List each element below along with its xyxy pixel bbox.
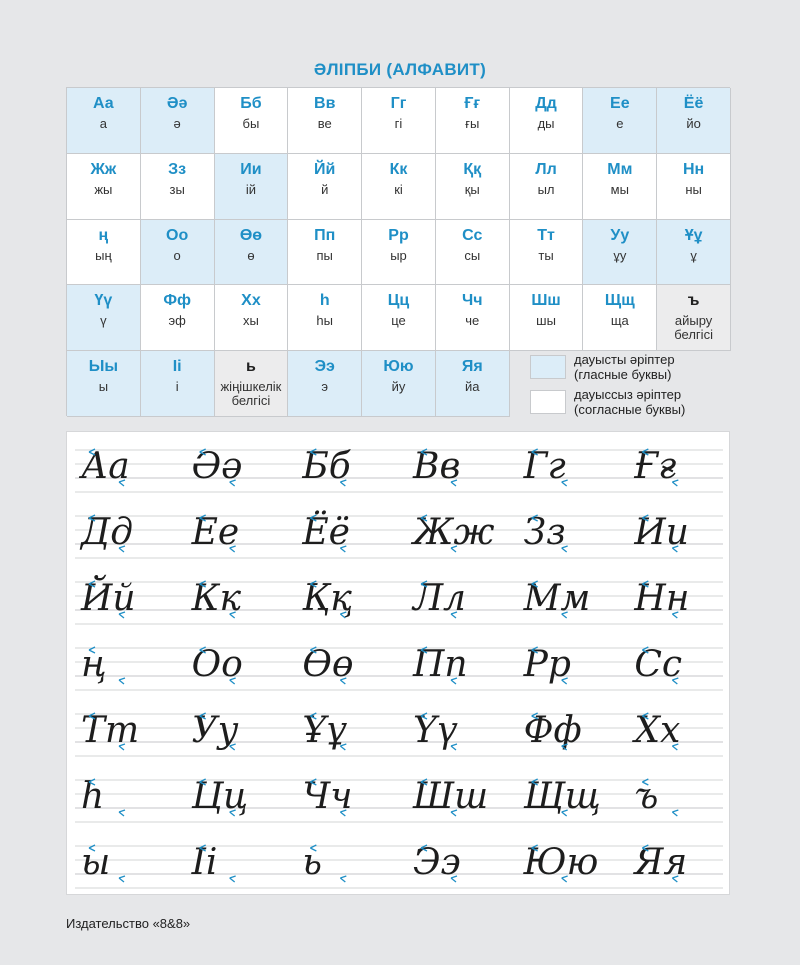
letter-glyph: Йй xyxy=(314,160,336,178)
alphabet-cell xyxy=(67,220,141,286)
letter-name: ғы xyxy=(465,116,480,131)
cursive-letter: Лл xyxy=(413,578,466,619)
letter-name: хы xyxy=(243,313,259,329)
cursive-letter: Юю xyxy=(523,842,599,883)
letter-glyph: Ққ xyxy=(463,160,482,178)
legend-vowels-label: дауысты әріптер (гласные буквы) xyxy=(574,352,675,382)
letter-glyph: Ее xyxy=(610,95,630,112)
letter-glyph: Кк xyxy=(389,160,408,178)
cursive-letter: Ұұ xyxy=(302,710,347,751)
alphabet-cell xyxy=(141,154,215,220)
letter-name: ыл xyxy=(537,181,555,197)
alphabet-cell xyxy=(141,88,215,154)
cursive-letter: Вв xyxy=(413,446,461,487)
alphabet-cell xyxy=(436,88,510,154)
letter-name: мы xyxy=(610,181,629,197)
legend-vowels xyxy=(530,352,724,382)
cursive-letter: Үү xyxy=(413,710,458,751)
cursive-letter: Йй xyxy=(81,578,136,619)
alphabet-cell xyxy=(67,285,141,351)
alphabet-cell xyxy=(141,351,215,417)
letter-name: йу xyxy=(391,379,406,395)
alphabet-cell xyxy=(67,351,141,417)
alphabet-cell xyxy=(583,285,657,351)
consonant-swatch xyxy=(530,390,566,414)
alphabet-cell xyxy=(362,220,436,286)
alphabet-cell xyxy=(215,220,289,286)
letter-name: о xyxy=(173,247,181,263)
handwriting-panel xyxy=(66,431,730,895)
alphabet-cell xyxy=(510,154,584,220)
cursive-letter: ь xyxy=(302,842,322,883)
letter-name: че xyxy=(465,313,480,329)
letter-glyph: Зз xyxy=(168,160,187,178)
letter-glyph: Юю xyxy=(383,358,414,376)
alphabet-cell xyxy=(288,154,362,220)
cursive-letter: Ее xyxy=(191,512,240,553)
cursive-letter: Кк xyxy=(191,578,242,619)
letter-glyph: ъ xyxy=(687,292,700,310)
cursive-letter: Ққ xyxy=(302,578,352,619)
alphabet-cell xyxy=(657,154,731,220)
alphabet-cell xyxy=(288,220,362,286)
publisher-label: Издательство «8&8» xyxy=(66,916,191,931)
alphabet-cell xyxy=(657,88,731,154)
cursive-letter: ы xyxy=(81,842,111,883)
legend xyxy=(530,352,724,422)
letter-name: ій xyxy=(245,181,256,197)
letter-glyph: Дд xyxy=(535,95,557,112)
cursive-letter: Пп xyxy=(413,644,468,685)
letter-name: жіңішкелік белгісі xyxy=(220,379,282,409)
alphabet-cell xyxy=(583,154,657,220)
cursive-letter: Гг xyxy=(523,446,566,487)
letter-name: айыру белгісі xyxy=(674,313,713,343)
cursive-letter: ъ xyxy=(634,776,659,817)
cursive-letter: Рр xyxy=(523,644,571,685)
cursive-letter: Чч xyxy=(302,776,353,817)
cursive-letter: Щщ xyxy=(523,776,601,817)
cursive-letter: Әә xyxy=(191,446,243,487)
letter-name: йа xyxy=(465,379,480,395)
cursive-letter: Фф xyxy=(523,710,582,751)
alphabet-cell xyxy=(215,285,289,351)
alphabet-cell xyxy=(436,351,510,417)
letter-name: қы xyxy=(464,181,480,197)
letter-glyph: Фф xyxy=(163,292,191,310)
alphabet-cell xyxy=(141,285,215,351)
letter-glyph: Чч xyxy=(461,292,483,310)
letter-name: ұу xyxy=(613,247,627,263)
cursive-letter: Сс xyxy=(634,644,683,685)
cursive-letter: Шш xyxy=(413,776,489,817)
letter-name: ө xyxy=(247,247,255,263)
letter-glyph: Ыы xyxy=(88,358,119,376)
letter-glyph: Әә xyxy=(166,95,188,112)
alphabet-cell xyxy=(141,220,215,286)
legend-consonants-label: дауыссыз әріптер (согласные буквы) xyxy=(574,387,686,417)
letter-glyph: Гг xyxy=(390,95,407,112)
alphabet-cell xyxy=(362,285,436,351)
page-title: ӘЛІПБИ (АЛФАВИТ) xyxy=(313,60,487,79)
letter-glyph: Ии xyxy=(240,160,262,178)
letter-glyph: Шш xyxy=(531,292,561,310)
letter-glyph: Аа xyxy=(93,95,114,112)
letter-glyph: Мм xyxy=(607,160,633,178)
letter-glyph: Өө xyxy=(239,226,263,244)
letter-name: ың xyxy=(95,247,112,263)
letter-name: ыр xyxy=(390,247,407,263)
letter-glyph: Яя xyxy=(461,358,483,376)
letter-name: жы xyxy=(94,181,113,197)
cursive-letter: Жж xyxy=(413,512,495,553)
letter-name: гі xyxy=(394,116,403,131)
letter-name: ұ xyxy=(690,247,697,263)
letter-name: һы xyxy=(316,313,333,329)
alphabet-cell xyxy=(67,88,141,154)
vowel-swatch xyxy=(530,355,566,379)
alphabet-cell xyxy=(288,285,362,351)
alphabet-cell xyxy=(67,154,141,220)
letter-name: ны xyxy=(685,181,702,197)
letter-glyph: Іі xyxy=(172,358,182,376)
letter-glyph: Сс xyxy=(462,226,483,244)
alphabet-cell xyxy=(583,88,657,154)
letter-name: кі xyxy=(394,181,403,197)
legend-consonants xyxy=(530,387,724,417)
letter-name: зы xyxy=(169,181,185,197)
letter-glyph: Ёё xyxy=(683,95,704,112)
letter-name: це xyxy=(391,313,406,329)
cursive-letter: Яя xyxy=(634,842,688,883)
letter-name: ү xyxy=(100,313,107,329)
alphabet-cell xyxy=(583,220,657,286)
cursive-letter: Өө xyxy=(302,644,354,685)
cursive-letter: Іі xyxy=(191,842,218,883)
cursive-letter: һ xyxy=(81,776,105,817)
cursive-letter: Цц xyxy=(191,776,249,817)
letter-name: эф xyxy=(168,313,186,329)
cursive-letter: Ии xyxy=(634,512,689,553)
letter-glyph: Цц xyxy=(387,292,410,310)
letter-glyph: Нн xyxy=(682,160,705,178)
letter-name: й xyxy=(321,181,329,197)
cursive-letter: Ёё xyxy=(302,512,350,553)
letter-glyph: Щщ xyxy=(604,292,635,310)
cursive-letter: Тт xyxy=(81,710,140,751)
letter-name: ды xyxy=(537,116,555,131)
letter-name: бы xyxy=(242,116,260,131)
cursive-letter: Зз xyxy=(523,512,566,553)
alphabet-cell xyxy=(436,220,510,286)
letter-name: ве xyxy=(317,116,332,131)
alphabet-cell xyxy=(362,154,436,220)
letter-glyph: ң xyxy=(98,226,109,244)
cursive-letter: Дд xyxy=(81,512,134,553)
letter-glyph: ь xyxy=(246,358,256,376)
handwriting-lines xyxy=(67,432,731,896)
letter-glyph: Уу xyxy=(610,226,630,244)
cursive-letter: Хх xyxy=(634,710,681,751)
alphabet-cell xyxy=(288,88,362,154)
alphabet-cell xyxy=(510,220,584,286)
alphabet-cell xyxy=(510,285,584,351)
letter-name: і xyxy=(175,379,179,395)
letter-glyph: Оо xyxy=(166,226,189,244)
letter-name: йо xyxy=(686,116,701,131)
letter-name: а xyxy=(99,116,107,131)
cursive-letter: Мм xyxy=(523,578,591,619)
alphabet-cell xyxy=(215,88,289,154)
alphabet-cell xyxy=(362,88,436,154)
cursive-letter: Уу xyxy=(191,710,239,751)
letter-name: е xyxy=(616,116,624,131)
letter-glyph: Жж xyxy=(90,160,117,178)
letter-name: ща xyxy=(610,313,629,329)
alphabet-cell xyxy=(657,220,731,286)
letter-glyph: Ғғ xyxy=(464,95,481,112)
letter-glyph: Лл xyxy=(535,160,557,178)
letter-glyph: Рр xyxy=(388,226,409,244)
cursive-letter: Бб xyxy=(302,446,351,487)
letter-name: пы xyxy=(316,247,333,263)
cursive-letter: ң xyxy=(81,644,107,685)
cursive-letter: Оо xyxy=(191,644,243,685)
letter-name: ы xyxy=(98,379,109,395)
letter-glyph: Бб xyxy=(240,95,262,112)
alphabet-cell xyxy=(436,285,510,351)
letter-name: шы xyxy=(536,313,556,329)
letter-glyph: Ээ xyxy=(314,358,335,376)
cursive-letter: Аа xyxy=(81,446,130,487)
alphabet-cell xyxy=(436,154,510,220)
letter-glyph: Ұұ xyxy=(684,226,703,244)
letter-glyph: Хх xyxy=(241,292,261,310)
alphabet-cell xyxy=(510,88,584,154)
letter-name: э xyxy=(321,379,329,395)
cursive-letter: Нн xyxy=(634,578,690,619)
cursive-letter: Ғғ xyxy=(634,446,677,487)
letter-glyph: Пп xyxy=(314,226,336,244)
letter-glyph: Тт xyxy=(537,226,555,244)
alphabet-cell xyxy=(362,351,436,417)
letter-name: ә xyxy=(173,116,181,131)
letter-glyph: Вв xyxy=(314,95,336,112)
alphabet-cell xyxy=(657,285,731,351)
letter-glyph: һ xyxy=(319,292,330,310)
alphabet-cell xyxy=(288,351,362,417)
letter-glyph: Үү xyxy=(94,292,113,310)
cursive-letter: Ээ xyxy=(413,842,461,883)
alphabet-cell xyxy=(215,154,289,220)
letter-name: ты xyxy=(538,247,554,263)
letter-name: сы xyxy=(464,247,481,263)
alphabet-cell xyxy=(215,351,289,417)
